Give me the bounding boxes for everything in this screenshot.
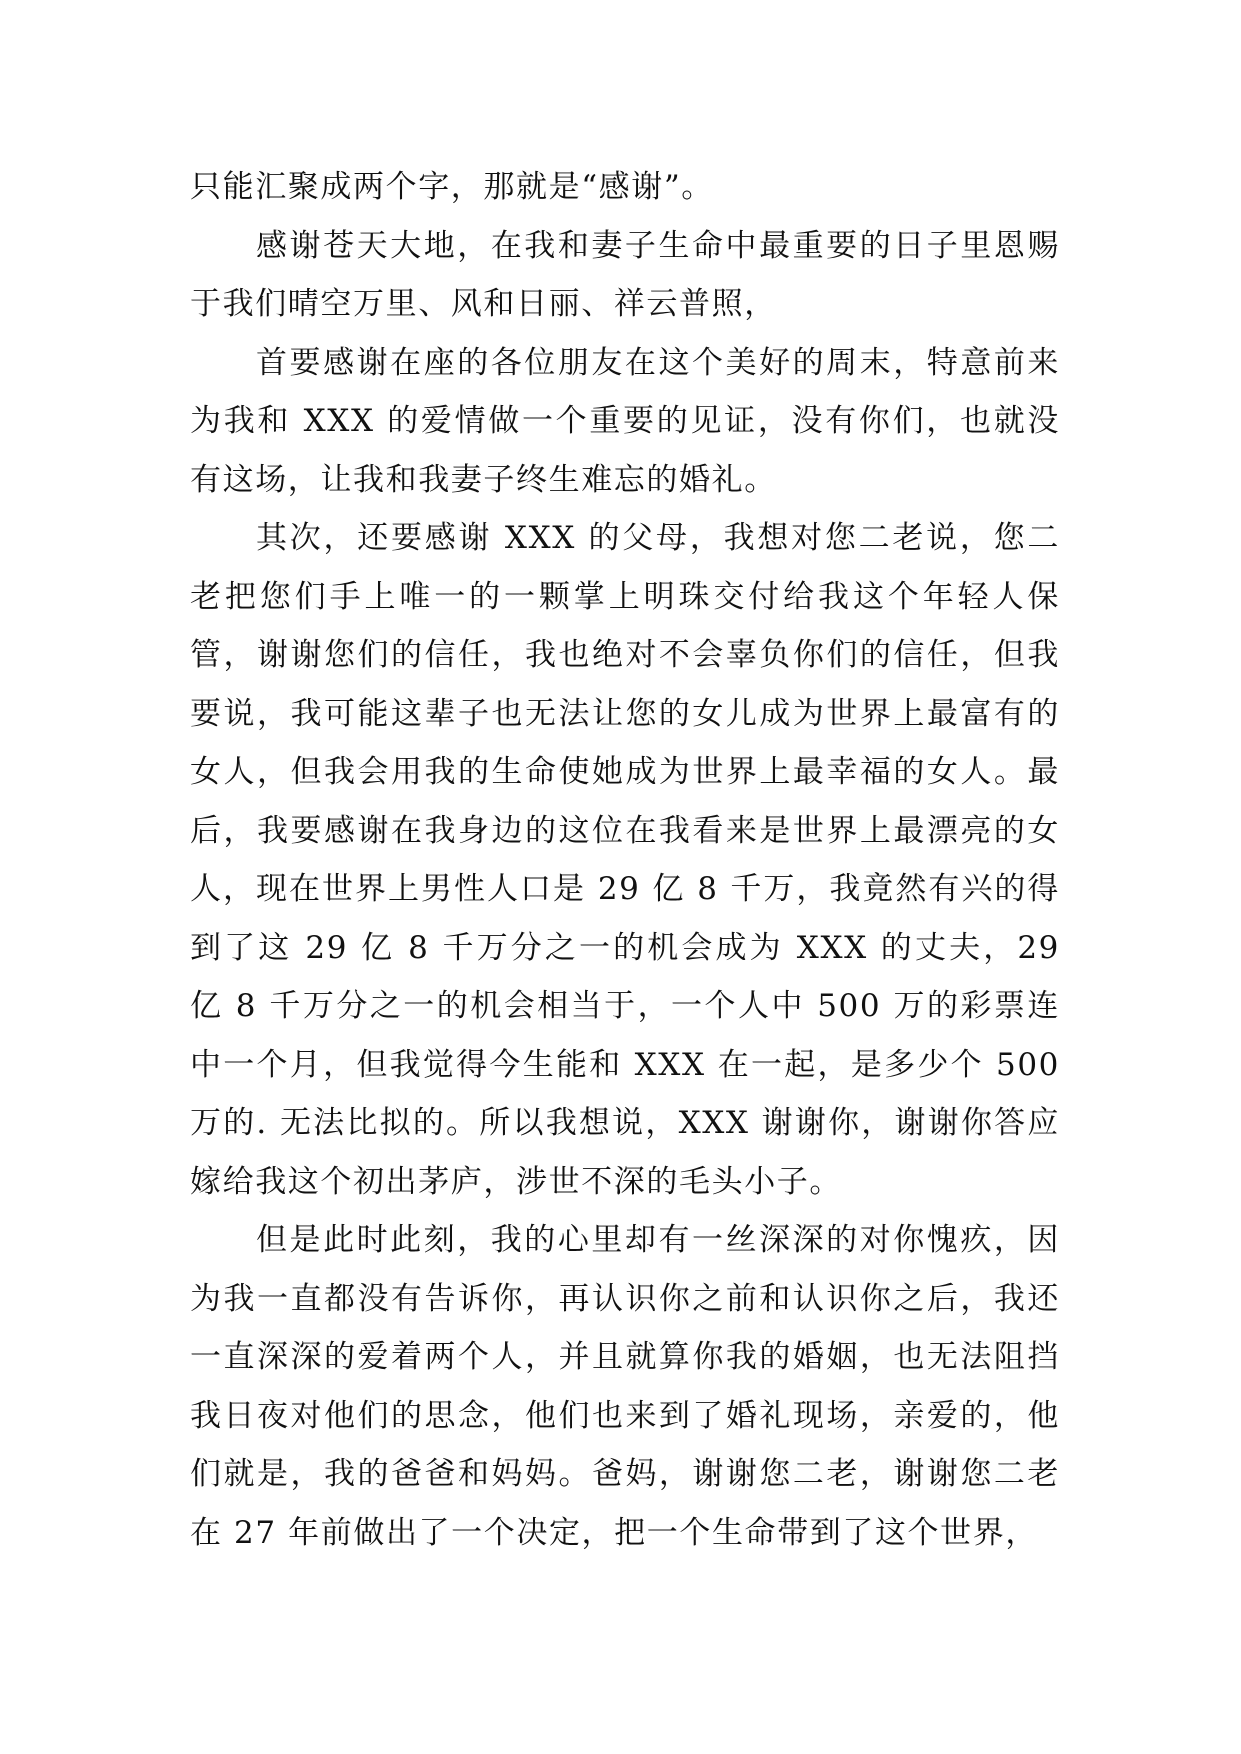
paragraph-4: 其次，还要感谢 XXX 的父母，我想对您二老说，您二老把您们手上唯一的一颗掌上明珠交付给我这个年轻人保管，谢谢您们的信任，我也绝对不会辜负你们的信任，但我要说，我可能这辈子也无法让您的女儿成为世界上最富有的女人，但我会用我的生命使她成为世界上最幸福的女人。最后，我要感谢在我身边的这位在我看来是世界上最漂亮的女人，现在世界上男性人口是 29 亿 8 千万，我竟然有兴的得到了这 29 亿 8 千万分之一的机会成为 XXX 的丈夫，29 亿 8 千万分之一的机会相当于，一个人中 500 万的彩票连中一个月，但我觉得今生能和 XXX 在一起，是多少个 500 万的. 无法比拟的。所以我想说，XXX 谢谢你，谢谢你答应嫁给我这个初出茅庐，涉世不深的毛头小子。: [190, 520, 1060, 1200]
paragraph-1: 只能汇聚成两个字，那就是“感谢”。: [190, 169, 714, 205]
paragraph-5: 但是此时此刻，我的心里却有一丝深深的对你愧疚，因为我一直都没有告诉你，再认识你之前和认识你之后，我还一直深深的爱着两个人，并且就算你我的婚姻，也无法阻挡我日夜对他们的思念，他们也来到了婚礼现场，亲爱的，他们就是，我的爸爸和妈妈。爸妈，谢谢您二老，谢谢您二老在 27 年前做出了一个决定，把一个生命带到了这个世界，: [190, 1222, 1060, 1551]
document-body: [190, 158, 1060, 1562]
paragraph-3: 首要感谢在座的各位朋友在这个美好的周末，特意前来为我和 XXX 的爱情做一个重要的见证，没有你们，也就没有这场，让我和我妻子终生难忘的婚礼。: [190, 344, 1060, 498]
paragraph-2: 感谢苍天大地，在我和妻子生命中最重要的日子里恩赐于我们晴空万里、风和日丽、祥云普照，: [190, 227, 1060, 322]
